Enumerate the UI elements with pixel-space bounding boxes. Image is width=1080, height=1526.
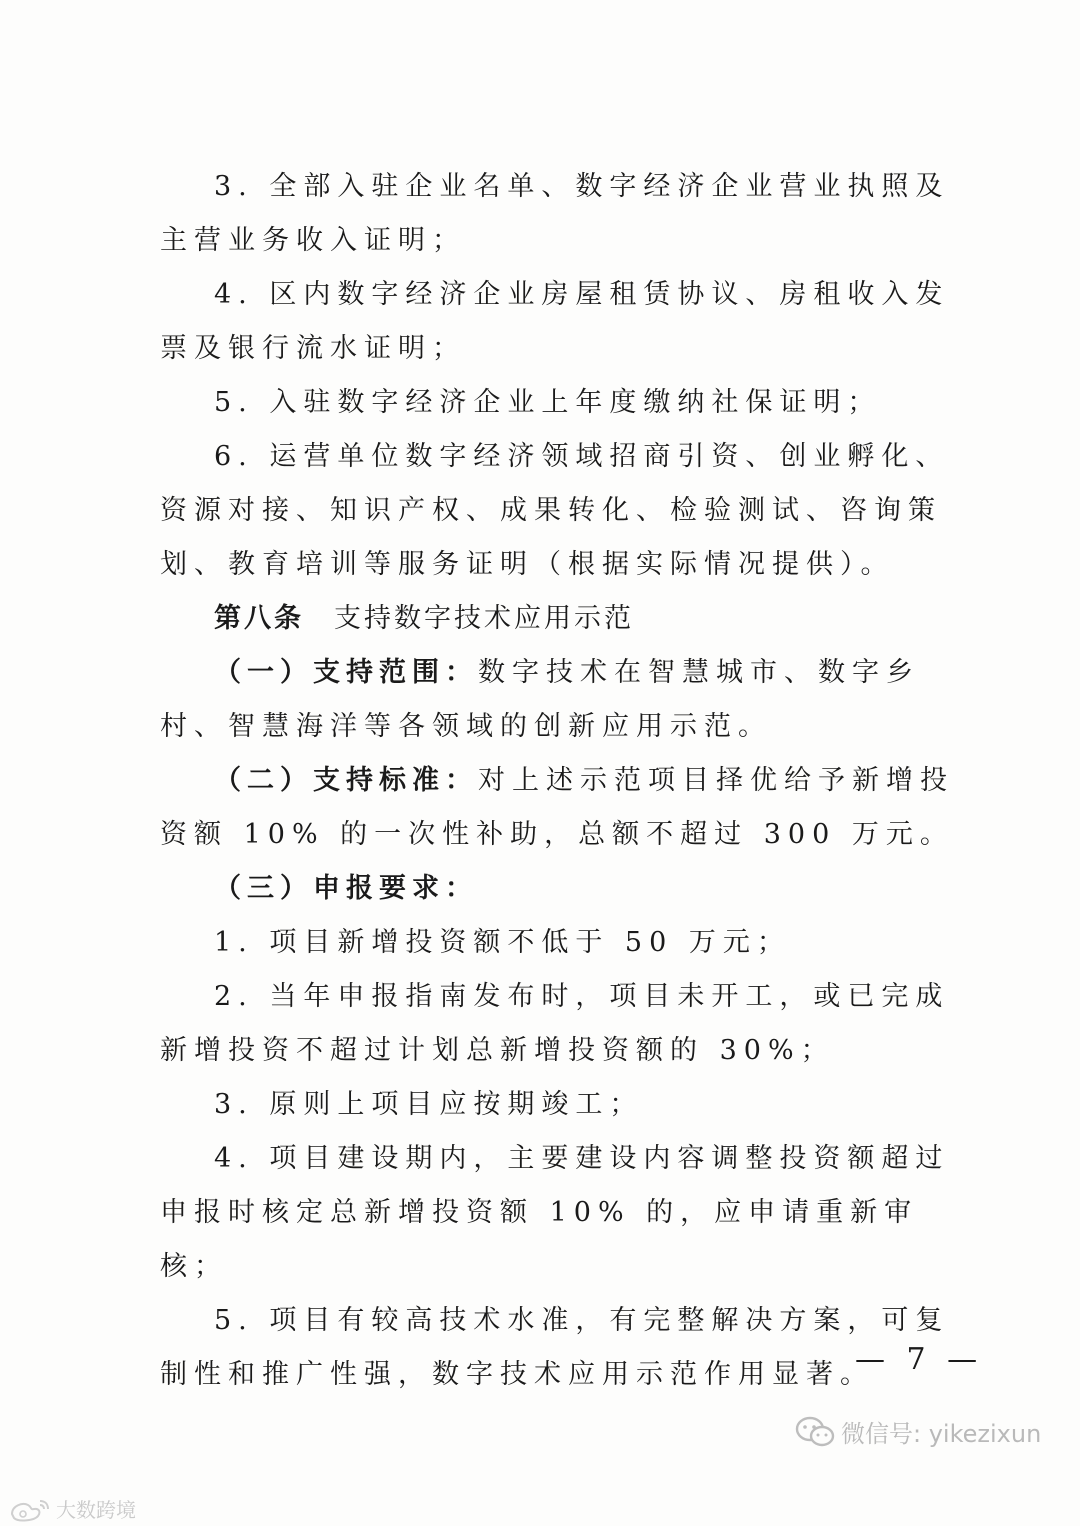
weibo-name-text: 大数跨境: [56, 1498, 136, 1522]
requirement-item: 3. 原则上项目应按期竣工；: [214, 1089, 644, 1120]
wechat-icon: [795, 1415, 835, 1449]
section-text: 数字技术在智慧城市、数字乡村、智慧海洋等各领域的创新应用示范。: [160, 657, 920, 742]
section-text: 对上述示范项目择优给予新增投资额 10% 的一次性补助，总额不超过 300 万元。: [160, 765, 954, 850]
weibo-icon: [8, 1496, 52, 1522]
section-label: （一）支持范围：: [214, 657, 478, 688]
wechat-id-text: 微信号: yikezixun: [841, 1420, 1042, 1448]
section-label: （二）支持标准：: [214, 765, 478, 796]
section-paragraph: [160, 862, 960, 916]
requirement-item: 5. 项目有较高技术水准，有完整解决方案，可复制性和推广性强，数字技术应用示范作用显著。: [160, 1305, 950, 1390]
list-item: 4. 区内数字经济企业房屋租赁协议、房租收入发票及银行流水证明；: [160, 279, 950, 364]
section-label: （三）申报要求：: [214, 873, 478, 904]
article-number: 第八条: [214, 603, 304, 634]
page-number: — 7 —: [855, 1342, 984, 1377]
requirement-item: 1. 项目新增投资额不低于 50 万元；: [214, 927, 791, 958]
wechat-watermark: [795, 1414, 1041, 1449]
weibo-watermark: [8, 1494, 136, 1523]
requirement-item: 2. 当年申报指南发布时，项目未开工，或已完成新增投资不超过计划总新增投资额的 30%；: [160, 981, 950, 1066]
list-item: 5. 入驻数字经济企业上年度缴纳社保证明；: [214, 387, 882, 418]
section-paragraph: [160, 754, 960, 862]
list-item: 3. 全部入驻企业名单、数字经济企业营业执照及主营业务收入证明；: [160, 171, 950, 256]
list-item: 6. 运营单位数字经济领域招商引资、创业孵化、资源对接、知识产权、成果转化、检验测试、咨询策划、教育培训等服务证明（根据实际情况提供）。: [160, 441, 950, 580]
document-body: [160, 160, 960, 1402]
section-paragraph: [160, 646, 960, 754]
requirement-item: 4. 项目建设期内，主要建设内容调整投资额超过申报时核定总新增投资额 10% 的，应申请重新审核；: [160, 1143, 950, 1282]
article-title: 支持数字技术应用示范: [334, 603, 634, 634]
article-heading: [160, 592, 960, 646]
